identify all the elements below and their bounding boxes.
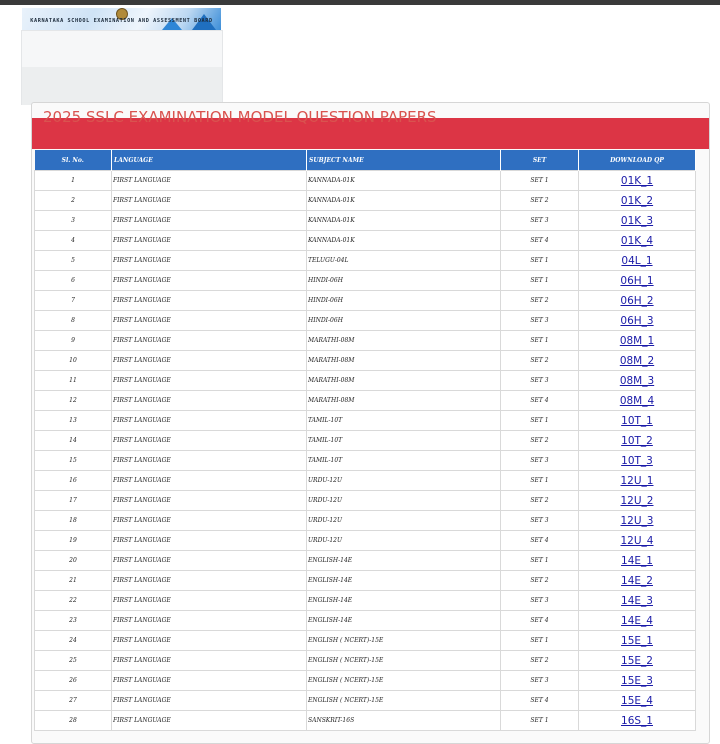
set-cell: SET 3	[501, 591, 579, 611]
table-row	[35, 511, 696, 531]
download-cell	[579, 611, 696, 631]
subject-cell: KANNADA-01K	[307, 231, 501, 251]
language-cell: FIRST LANGUAGE	[112, 451, 307, 471]
download-cell	[579, 211, 696, 231]
download-cell	[579, 591, 696, 611]
col-header-language: LANGUAGE	[112, 150, 307, 171]
set-cell: SET 2	[501, 491, 579, 511]
sl-no-cell: 25	[35, 651, 112, 671]
table-row	[35, 391, 696, 411]
download-cell	[579, 391, 696, 411]
language-cell: FIRST LANGUAGE	[112, 711, 307, 731]
col-header-download-qp: DOWNLOAD QP	[579, 150, 696, 171]
language-cell: FIRST LANGUAGE	[112, 391, 307, 411]
table-row	[35, 211, 696, 231]
sl-no-cell: 23	[35, 611, 112, 631]
subject-cell: SANSKRIT-16S	[307, 711, 501, 731]
set-cell: SET 1	[501, 331, 579, 351]
subject-cell: ENGLISH ( NCERT)-15E	[307, 691, 501, 711]
subject-cell: URDU-12U	[307, 471, 501, 491]
table-row	[35, 691, 696, 711]
sl-no-cell: 21	[35, 571, 112, 591]
subject-cell: ENGLISH-14E	[307, 591, 501, 611]
download-qp-link[interactable]: 04L_1	[621, 254, 653, 267]
subject-cell: HINDI-06H	[307, 271, 501, 291]
set-cell: SET 4	[501, 611, 579, 631]
sl-no-cell: 4	[35, 231, 112, 251]
sl-no-cell: 26	[35, 671, 112, 691]
language-cell: FIRST LANGUAGE	[112, 531, 307, 551]
subject-cell: MARATHI-08M	[307, 391, 501, 411]
download-cell	[579, 571, 696, 591]
download-cell	[579, 531, 696, 551]
table-row	[35, 291, 696, 311]
sl-no-cell: 2	[35, 191, 112, 211]
download-qp-link[interactable]: 08M_3	[619, 374, 655, 387]
language-cell: FIRST LANGUAGE	[112, 591, 307, 611]
subject-cell: MARATHI-08M	[307, 371, 501, 391]
subject-cell: TAMIL-10T	[307, 411, 501, 431]
sl-no-cell: 22	[35, 591, 112, 611]
language-cell: FIRST LANGUAGE	[112, 311, 307, 331]
sl-no-cell: 12	[35, 391, 112, 411]
language-cell: FIRST LANGUAGE	[112, 571, 307, 591]
subject-cell: ENGLISH ( NCERT)-15E	[307, 651, 501, 671]
subject-cell: TAMIL-10T	[307, 451, 501, 471]
board-logo-banner[interactable]	[22, 8, 221, 30]
language-cell: FIRST LANGUAGE	[112, 691, 307, 711]
language-cell: FIRST LANGUAGE	[112, 251, 307, 271]
sidebar-box-lower	[21, 67, 223, 105]
download-cell	[579, 351, 696, 371]
table-row	[35, 491, 696, 511]
sl-no-cell: 13	[35, 411, 112, 431]
board-name: KARNATAKA SCHOOL EXAMINATION AND ASSESSMENT BOARD	[30, 18, 213, 24]
subject-cell: MARATHI-08M	[307, 331, 501, 351]
set-cell: SET 1	[501, 271, 579, 291]
download-qp-link[interactable]: 10T_1	[621, 414, 653, 427]
language-cell: FIRST LANGUAGE	[112, 551, 307, 571]
language-cell: FIRST LANGUAGE	[112, 291, 307, 311]
table-row	[35, 571, 696, 591]
download-qp-link[interactable]: 12U_2	[620, 494, 654, 507]
set-cell: SET 2	[501, 291, 579, 311]
table-row	[35, 431, 696, 451]
download-qp-link[interactable]: 15E_3	[621, 674, 653, 687]
download-qp-link[interactable]: 14E_4	[621, 614, 653, 627]
subject-cell: KANNADA-01K	[307, 211, 501, 231]
download-qp-link[interactable]: 01K_2	[620, 194, 654, 207]
table-row	[35, 711, 696, 731]
set-cell: SET 3	[501, 671, 579, 691]
set-cell: SET 2	[501, 431, 579, 451]
table-row	[35, 311, 696, 331]
download-cell	[579, 551, 696, 571]
download-cell	[579, 331, 696, 351]
download-cell	[579, 291, 696, 311]
subject-cell: TAMIL-10T	[307, 431, 501, 451]
panel-title: 2025 SSLC EXAMINATION MODEL QUESTION PAPERS	[43, 108, 437, 126]
download-qp-link[interactable]: 06H_2	[620, 294, 654, 307]
sl-no-cell: 14	[35, 431, 112, 451]
sl-no-cell: 11	[35, 371, 112, 391]
download-cell	[579, 451, 696, 471]
download-cell	[579, 251, 696, 271]
set-cell: SET 3	[501, 371, 579, 391]
download-qp-link[interactable]: 10T_3	[621, 454, 653, 467]
language-cell: FIRST LANGUAGE	[112, 611, 307, 631]
set-cell: SET 1	[501, 251, 579, 271]
language-cell: FIRST LANGUAGE	[112, 171, 307, 191]
set-cell: SET 1	[501, 631, 579, 651]
table-row	[35, 411, 696, 431]
subject-cell: ENGLISH-14E	[307, 571, 501, 591]
set-cell: SET 3	[501, 451, 579, 471]
subject-cell: KANNADA-01K	[307, 191, 501, 211]
language-cell: FIRST LANGUAGE	[112, 411, 307, 431]
subject-cell: TELUGU-04L	[307, 251, 501, 271]
subject-cell: HINDI-06H	[307, 311, 501, 331]
subject-cell: ENGLISH ( NCERT)-15E	[307, 671, 501, 691]
sl-no-cell: 27	[35, 691, 112, 711]
table-row	[35, 171, 696, 191]
download-qp-link[interactable]: 15E_1	[621, 634, 653, 647]
table-row	[35, 251, 696, 271]
language-cell: FIRST LANGUAGE	[112, 351, 307, 371]
table-row	[35, 671, 696, 691]
download-cell	[579, 311, 696, 331]
sl-no-cell: 8	[35, 311, 112, 331]
table-row	[35, 651, 696, 671]
download-cell	[579, 411, 696, 431]
download-cell	[579, 491, 696, 511]
download-qp-link[interactable]: 01K_4	[620, 234, 654, 247]
download-cell	[579, 271, 696, 291]
sidebar-box	[21, 30, 223, 68]
col-header-set: SET	[501, 150, 579, 171]
download-cell	[579, 171, 696, 191]
subject-cell: URDU-12U	[307, 491, 501, 511]
question-papers-panel	[31, 102, 710, 744]
language-cell: FIRST LANGUAGE	[112, 211, 307, 231]
language-cell: FIRST LANGUAGE	[112, 271, 307, 291]
table-row	[35, 331, 696, 351]
table-row	[35, 351, 696, 371]
sl-no-cell: 19	[35, 531, 112, 551]
language-cell: FIRST LANGUAGE	[112, 191, 307, 211]
download-qp-link[interactable]: 08M_1	[619, 334, 655, 347]
set-cell: SET 1	[501, 551, 579, 571]
subject-cell: URDU-12U	[307, 511, 501, 531]
download-qp-link[interactable]: 10T_2	[621, 434, 653, 447]
sl-no-cell: 10	[35, 351, 112, 371]
set-cell: SET 1	[501, 411, 579, 431]
language-cell: FIRST LANGUAGE	[112, 371, 307, 391]
sl-no-cell: 15	[35, 451, 112, 471]
set-cell: SET 3	[501, 311, 579, 331]
table-row	[35, 591, 696, 611]
sl-no-cell: 20	[35, 551, 112, 571]
subject-cell: URDU-12U	[307, 531, 501, 551]
download-qp-link[interactable]: 15E_4	[621, 694, 653, 707]
download-cell	[579, 231, 696, 251]
download-cell	[579, 651, 696, 671]
sl-no-cell: 16	[35, 471, 112, 491]
sl-no-cell: 9	[35, 331, 112, 351]
subject-cell: ENGLISH-14E	[307, 551, 501, 571]
download-qp-link[interactable]: 14E_2	[621, 574, 653, 587]
sl-no-cell: 24	[35, 631, 112, 651]
download-qp-link[interactable]: 06H_1	[620, 274, 654, 287]
table-row	[35, 551, 696, 571]
table-row	[35, 191, 696, 211]
subject-cell: KANNADA-01K	[307, 171, 501, 191]
subject-cell: ENGLISH ( NCERT)-15E	[307, 631, 501, 651]
set-cell: SET 4	[501, 691, 579, 711]
subject-cell: HINDI-06H	[307, 291, 501, 311]
download-cell	[579, 711, 696, 731]
download-qp-link[interactable]: 14E_1	[621, 554, 653, 567]
download-qp-link[interactable]: 16S_1	[621, 714, 653, 727]
sl-no-cell: 6	[35, 271, 112, 291]
language-cell: FIRST LANGUAGE	[112, 471, 307, 491]
download-qp-link[interactable]: 15E_2	[621, 654, 653, 667]
set-cell: SET 2	[501, 191, 579, 211]
subject-cell: ENGLISH-14E	[307, 611, 501, 631]
table-row	[35, 631, 696, 651]
sl-no-cell: 1	[35, 171, 112, 191]
sl-no-cell: 3	[35, 211, 112, 231]
language-cell: FIRST LANGUAGE	[112, 651, 307, 671]
download-cell	[579, 631, 696, 651]
table-row	[35, 531, 696, 551]
col-header-subject-name: SUBJECT NAME	[307, 150, 501, 171]
download-cell	[579, 471, 696, 491]
set-cell: SET 2	[501, 571, 579, 591]
language-cell: FIRST LANGUAGE	[112, 491, 307, 511]
sl-no-cell: 28	[35, 711, 112, 731]
download-qp-link[interactable]: 01K_3	[620, 214, 654, 227]
download-cell	[579, 191, 696, 211]
set-cell: SET 3	[501, 211, 579, 231]
download-qp-link[interactable]: 12U_4	[620, 534, 654, 547]
table-row	[35, 231, 696, 251]
download-qp-link[interactable]: 14E_3	[621, 594, 653, 607]
table-row	[35, 451, 696, 471]
table-body	[35, 171, 696, 731]
download-cell	[579, 431, 696, 451]
table-row	[35, 271, 696, 291]
set-cell: SET 1	[501, 471, 579, 491]
set-cell: SET 4	[501, 391, 579, 411]
set-cell: SET 2	[501, 351, 579, 371]
browser-top-bar	[0, 0, 720, 5]
col-header-sl-no: Sl. No.	[35, 150, 112, 171]
download-qp-link[interactable]: 12U_1	[620, 474, 654, 487]
download-qp-link[interactable]: 06H_3	[620, 314, 654, 327]
sl-no-cell: 5	[35, 251, 112, 271]
language-cell: FIRST LANGUAGE	[112, 631, 307, 651]
question-papers-table	[34, 150, 696, 731]
download-qp-link[interactable]: 08M_2	[619, 354, 655, 367]
set-cell: SET 1	[501, 711, 579, 731]
download-qp-link[interactable]: 08M_4	[619, 394, 655, 407]
set-cell: SET 2	[501, 651, 579, 671]
download-qp-link[interactable]: 01K_1	[620, 174, 654, 187]
table-row	[35, 371, 696, 391]
download-qp-link[interactable]: 12U_3	[620, 514, 654, 527]
set-cell: SET 4	[501, 231, 579, 251]
sl-no-cell: 7	[35, 291, 112, 311]
subject-cell: MARATHI-08M	[307, 351, 501, 371]
language-cell: FIRST LANGUAGE	[112, 331, 307, 351]
sl-no-cell: 17	[35, 491, 112, 511]
download-cell	[579, 511, 696, 531]
set-cell: SET 1	[501, 171, 579, 191]
language-cell: FIRST LANGUAGE	[112, 231, 307, 251]
table-header-row	[35, 150, 696, 171]
language-cell: FIRST LANGUAGE	[112, 671, 307, 691]
language-cell: FIRST LANGUAGE	[112, 431, 307, 451]
download-cell	[579, 671, 696, 691]
download-cell	[579, 691, 696, 711]
set-cell: SET 3	[501, 511, 579, 531]
set-cell: SET 4	[501, 531, 579, 551]
table-row	[35, 611, 696, 631]
language-cell: FIRST LANGUAGE	[112, 511, 307, 531]
table-row	[35, 471, 696, 491]
download-cell	[579, 371, 696, 391]
sl-no-cell: 18	[35, 511, 112, 531]
